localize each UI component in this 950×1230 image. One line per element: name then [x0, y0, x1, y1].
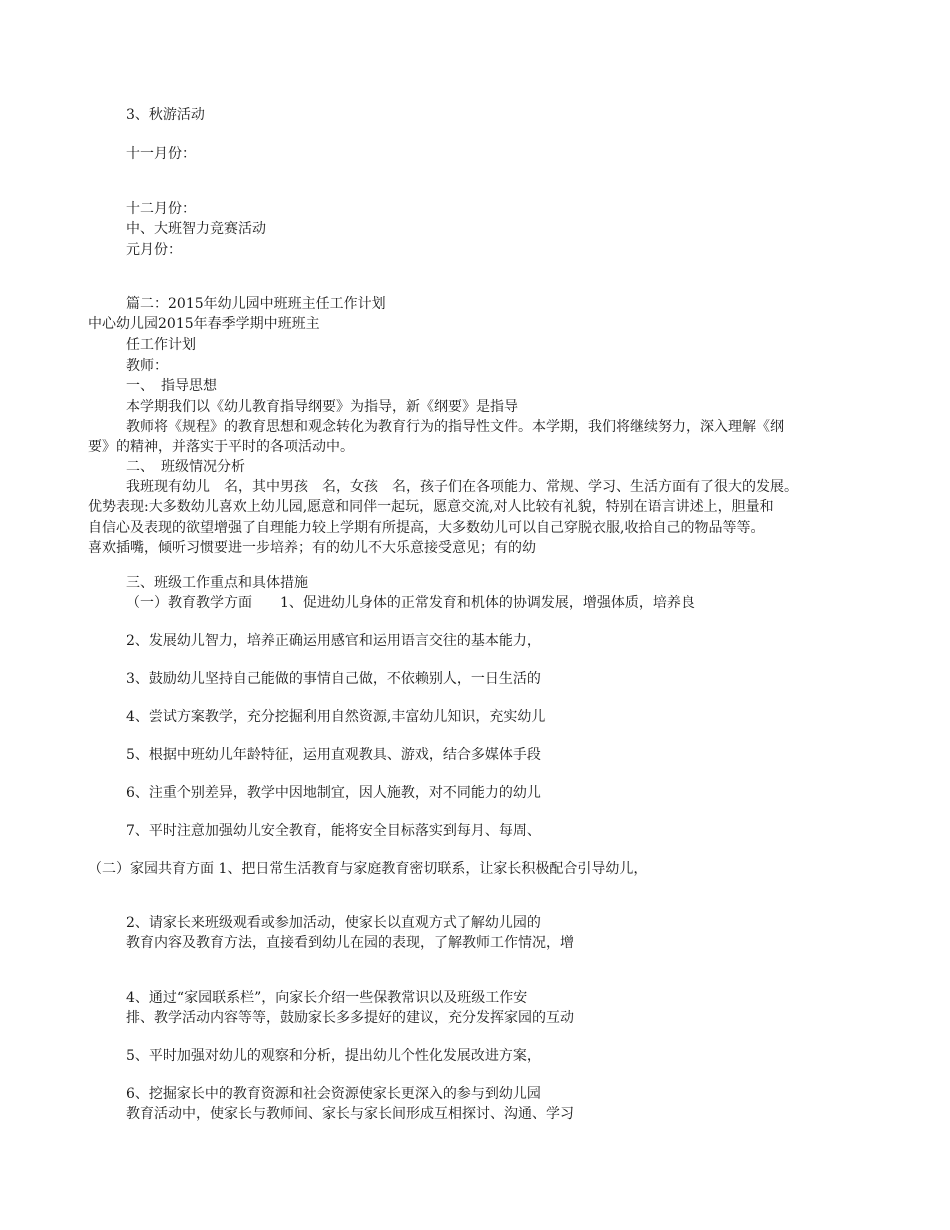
teacher-label: 教师：: [126, 358, 168, 374]
list-item: 4、通过“家园联系栏”，向家长介绍一些保教常识以及班级工作安: [126, 990, 528, 1006]
plan-title-line-2: 任工作计划: [126, 337, 196, 353]
paragraph-line: 自信心及表现的欲望增强了自理能力较上学期有所提高，大多数幼儿可以自己穿脱衣服,收拾自己的物品等等。: [88, 520, 765, 536]
list-item: 6、挖掘家长中的教育资源和社会资源使家长更深入的参与到幼儿园: [126, 1086, 541, 1102]
section-title-part-two: 篇二：2015年幼儿园中班班主任工作计划: [126, 296, 386, 312]
paragraph-line: 要》的精神，并落实于平时的各项活动中。: [88, 439, 354, 455]
heading-guiding-ideology: 一、 指导思想: [126, 378, 217, 394]
paragraph-line: 教育内容及教育方法，直接看到幼儿在园的表现，了解教师工作情况，增: [126, 935, 574, 951]
paragraph-line: 教育活动中，使家长与教师间、家长与家长间形成互相探讨、沟通、学习: [126, 1106, 574, 1122]
subheading-education: （一）教育教学方面 1、促进幼儿身体的正常发育和机体的协调发展，增强体质，培养良: [126, 595, 695, 611]
list-item: 7、平时注意加强幼儿安全教育，能将安全目标落实到每月、每周、: [126, 823, 541, 839]
list-item: 5、平时加强对幼儿的观察和分析，提出幼儿个性化发展改进方案，: [126, 1048, 541, 1064]
plan-title-line-1: 中心幼儿园2015年春季学期中班班主: [88, 316, 320, 332]
paragraph-line: 我班现有幼儿 名，其中男孩 名，女孩 名，孩子们在各项能力、常规、学习、生活方面有了很大的发展。: [126, 479, 798, 495]
paragraph-line: 优势表现:大多数幼儿喜欢上幼儿园,愿意和同伴一起玩，愿意交流,对人比较有礼貌，特别在语言讲述上，胆量和: [88, 499, 774, 515]
list-item: 6、注重个别差异，教学中因地制宜，因人施教，对不同能力的幼儿: [126, 785, 541, 801]
list-item: 5、根据中班幼儿年龄特征，运用直观教具、游戏，结合多媒体手段: [126, 747, 541, 763]
heading-class-analysis: 二、 班级情况分析: [126, 459, 245, 475]
heading-january: 元月份：: [126, 242, 182, 258]
list-item: 3、鼓励幼儿坚持自己能做的事情自己做，不依赖别人，一日生活的: [126, 671, 541, 687]
paragraph-line: 教师将《规程》的教育思想和观念转化为教育行为的指导性文件。本学期，我们将继续努力，深入理解《纲: [126, 419, 784, 435]
paragraph-line: 排、教学活动内容等等，鼓励家长多多提好的建议，充分发挥家园的互动: [126, 1010, 574, 1026]
heading-december: 十二月份：: [126, 201, 196, 217]
item-autumn-trip: 3、秋游活动: [126, 107, 205, 123]
paragraph-line: 喜欢插嘴，倾听习惯要进一步培养；有的幼儿不大乐意接受意见；有的幼: [88, 540, 536, 556]
list-item: 4、尝试方案教学，充分挖掘利用自然资源,丰富幼儿知识，充实幼儿: [126, 709, 546, 725]
heading-work-focus: 三、班级工作重点和具体措施: [126, 575, 308, 591]
paragraph-line: 本学期我们以《幼儿教育指导纲要》为指导，新《纲要》是指导: [126, 399, 518, 415]
list-item: 2、请家长来班级观看或参加活动，使家长以直观方式了解幼儿园的: [126, 915, 541, 931]
subheading-home-school: （二）家园共育方面 1、把日常生活教育与家庭教育密切联系，让家长积极配合引导幼儿，: [88, 861, 648, 877]
item-quiz-competition: 中、大班智力竞赛活动: [126, 221, 266, 237]
heading-november: 十一月份：: [126, 146, 196, 162]
list-item: 2、发展幼儿智力，培养正确运用感官和运用语言交往的基本能力，: [126, 633, 541, 649]
